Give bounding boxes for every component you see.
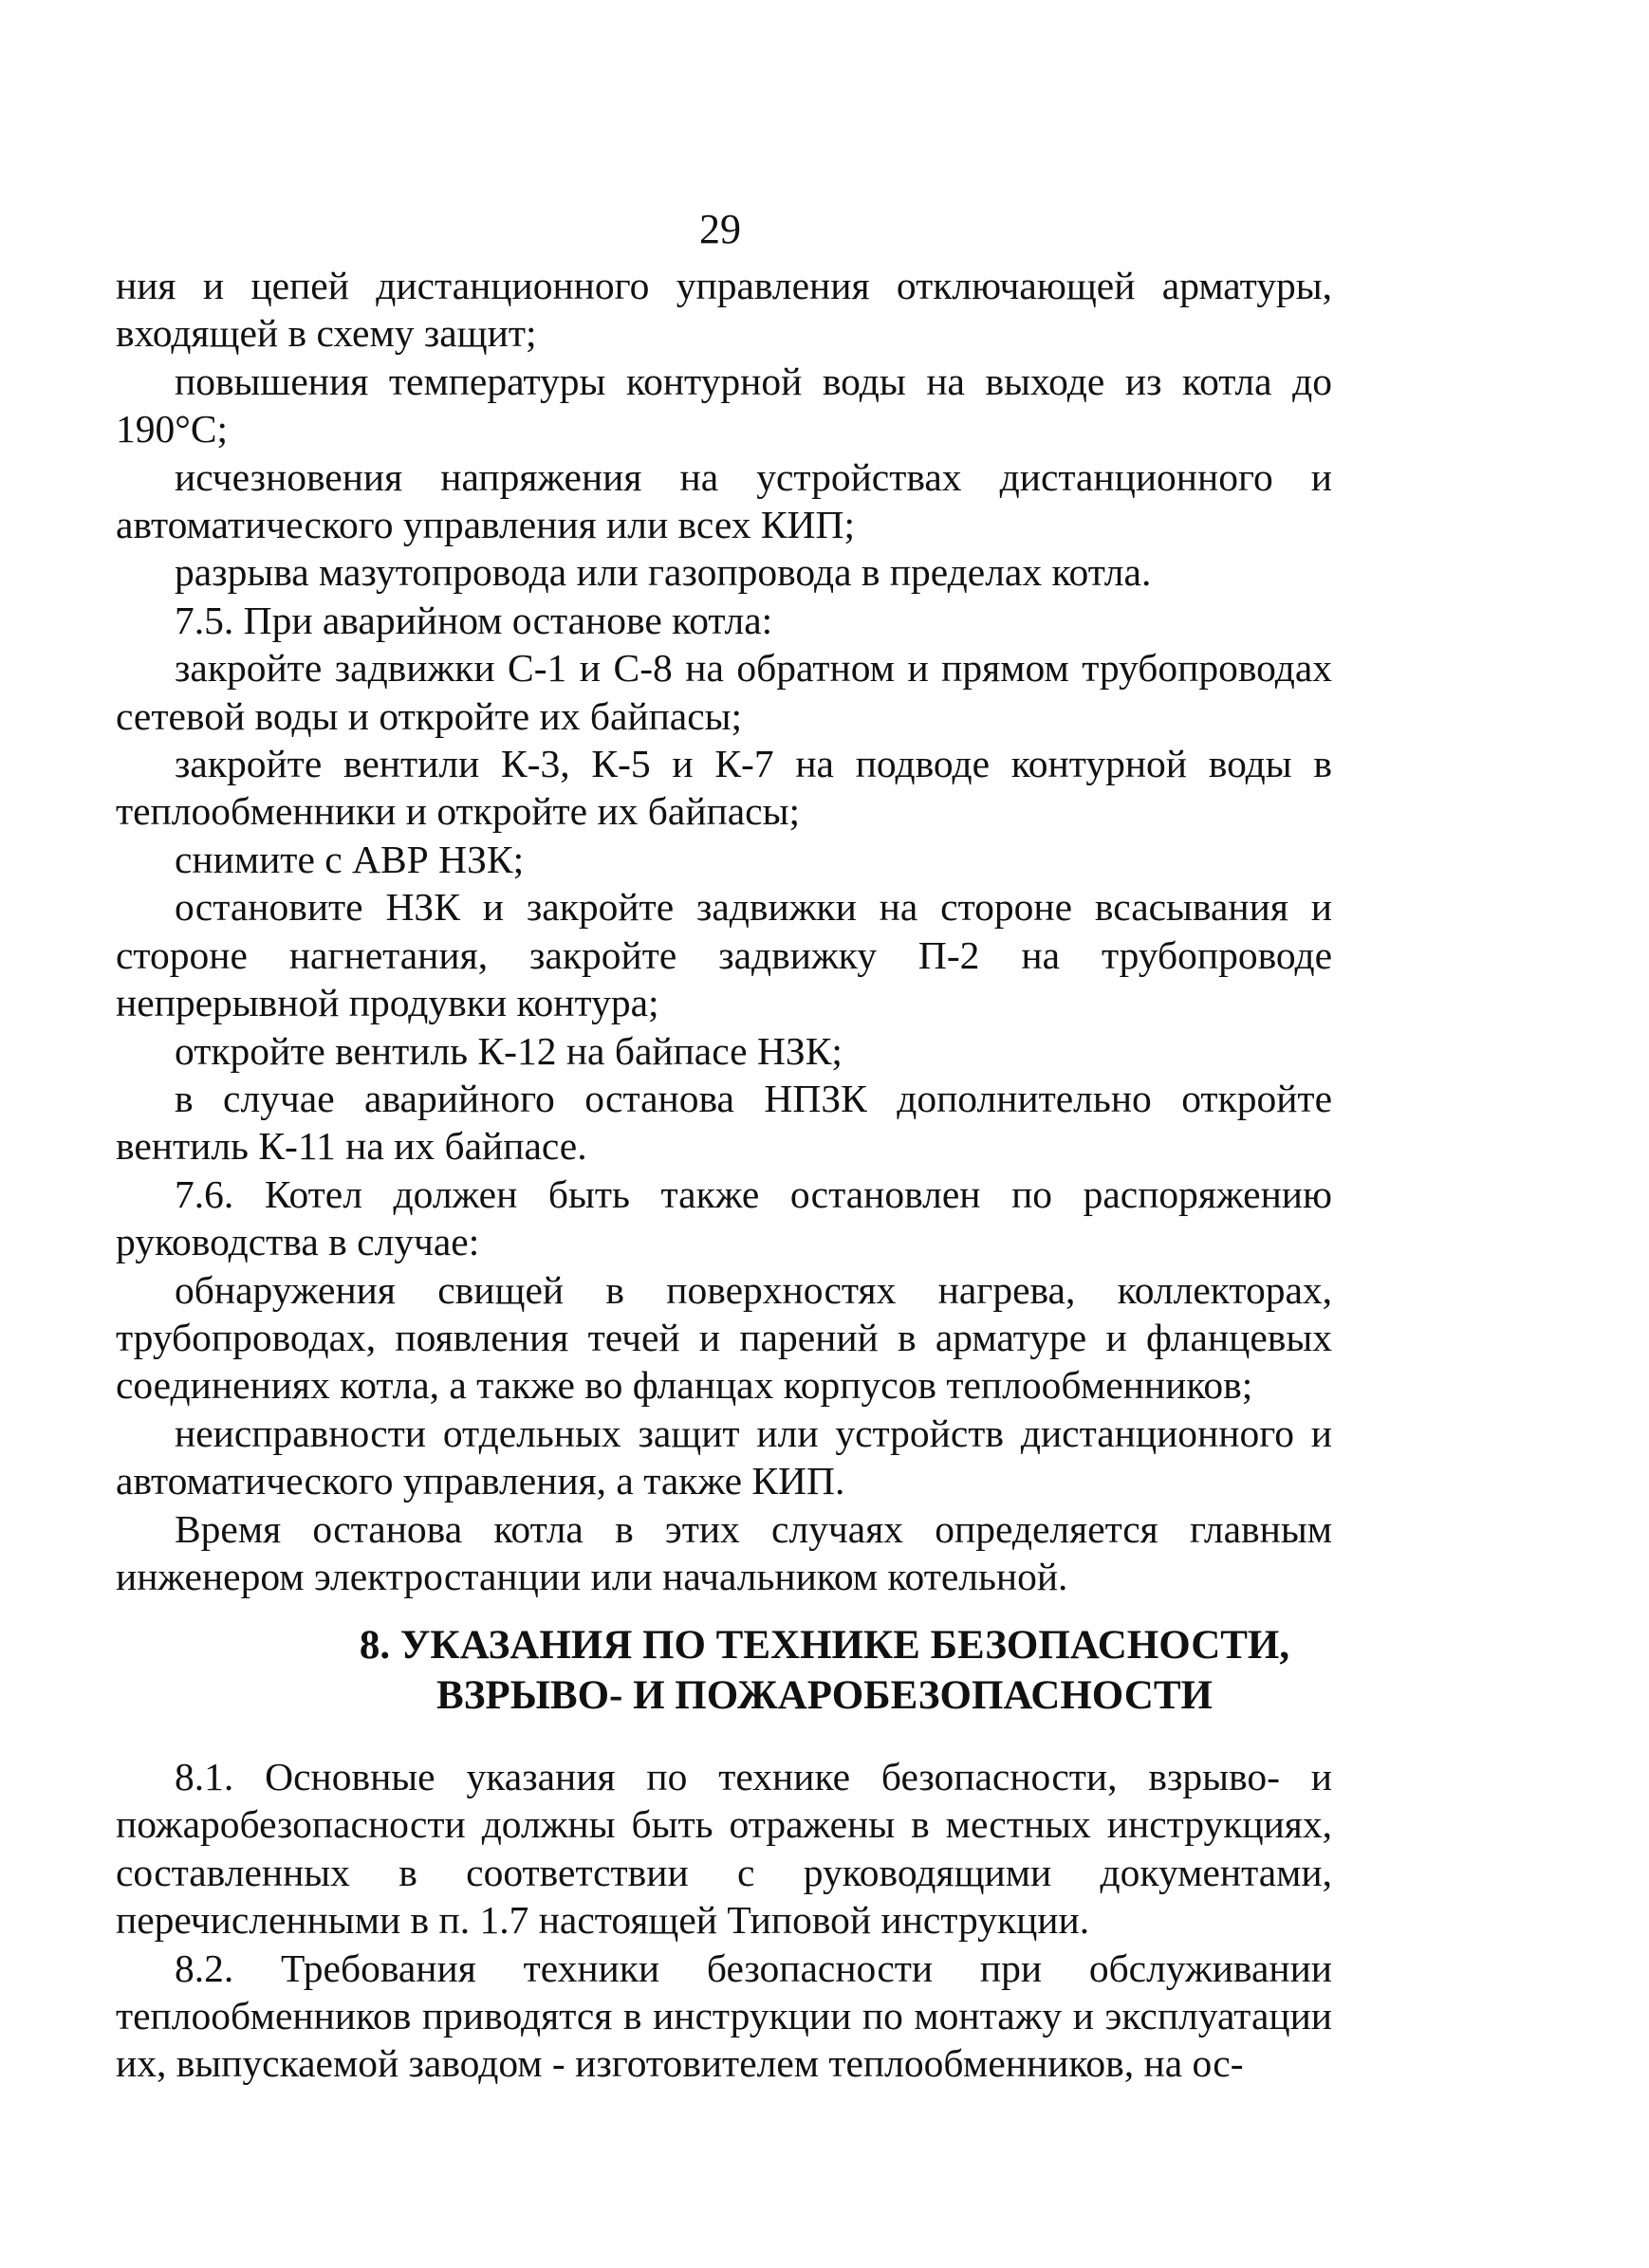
paragraph-pipeline-rupture: разрыва мазутопровода или газопровода в пределах котла.	[175, 550, 1152, 595]
paragraph-remove-avr: снимите с АВР НЗК;	[175, 837, 525, 881]
body-text-lower	[116, 1753, 1332, 2088]
paragraph-7-5-heading: 7.5. При аварийном останове котла:	[175, 598, 773, 642]
paragraph-close-valves-c1-c8: закройте задвижки С-1 и С-8 на обратном и прямом трубопроводах сетевой воды и откройте их байпасы;	[116, 646, 1332, 738]
paragraph-open-valve-k12: откройте вентиль К-12 на байпасе НЗК;	[175, 1028, 843, 1073]
section-heading-line-2: ВЗРЫВО- И ПОЖАРОБЕЗОПАСНОСТИ	[436, 1673, 1213, 1718]
paragraph-protection-circuits: ния и цепей дистанционного управления отключающей арматуры, входящей в схему защит;	[116, 264, 1332, 356]
paragraph-open-valve-k11: в случае аварийного останова НПЗК дополнительно откройте вентиль К-11 на их байпасе.	[116, 1076, 1332, 1169]
body-text-upper	[116, 262, 1332, 1600]
section-8-heading	[0, 1620, 1649, 1721]
paragraph-water-temperature: повышения температуры контурной воды на выходе из котла до 190°С;	[116, 359, 1332, 452]
paragraph-voltage-loss: исчезновения напряжения на устройствах дистанционного и автоматического управления или всех КИП;	[116, 454, 1332, 547]
paragraph-8-2: 8.2. Требования техники безопасности при обслуживании теплообменников приводятся в инструкции по монтажу и эксплуатации их, выпускаемой заводом - изготовителем теплообменников, на ос-	[116, 1945, 1332, 2086]
paragraph-close-valves-k3-k5-k7: закройте вентили К-3, К-5 и К-7 на подводе контурной воды в теплообменники и откройте их байпасы;	[116, 742, 1332, 834]
section-heading-line-1: 8. УКАЗАНИЯ ПО ТЕХНИКЕ БЕЗОПАСНОСТИ,	[359, 1623, 1290, 1668]
paragraph-8-1: 8.1. Основные указания по технике безопасности, взрыво- и пожаробезопасности должны быть отражены в местных инструкциях, составленных в соответствии с руководящими документами, перечисленными в п. 1.7 настоящей Типовой инструкции.	[116, 1755, 1332, 1943]
paragraph-leak-detection: обнаружения свищей в поверхностях нагрева, коллекторах, трубопроводах, появления течей и парений в арматуре и фланцевых соединениях котла, а также во фланцах корпусов теплообменников;	[116, 1267, 1332, 1408]
paragraph-malfunction: неисправности отдельных защит или устройств дистанционного и автоматического управления, а также КИП.	[116, 1411, 1332, 1503]
paragraph-stop-nzk: остановите НЗК и закройте задвижки на стороне всасывания и стороне нагнетания, закройте задвижку П-2 на трубопроводе непрерывной продувки контура;	[116, 885, 1332, 1025]
paragraph-7-6-heading: 7.6. Котел должен быть также остановлен по распоряжению руководства в случае:	[116, 1171, 1332, 1264]
page-number: 29	[699, 206, 741, 252]
paragraph-shutdown-time: Время останова котла в этих случаях определяется главным инженером электростанции или начальником котельной.	[116, 1506, 1332, 1598]
